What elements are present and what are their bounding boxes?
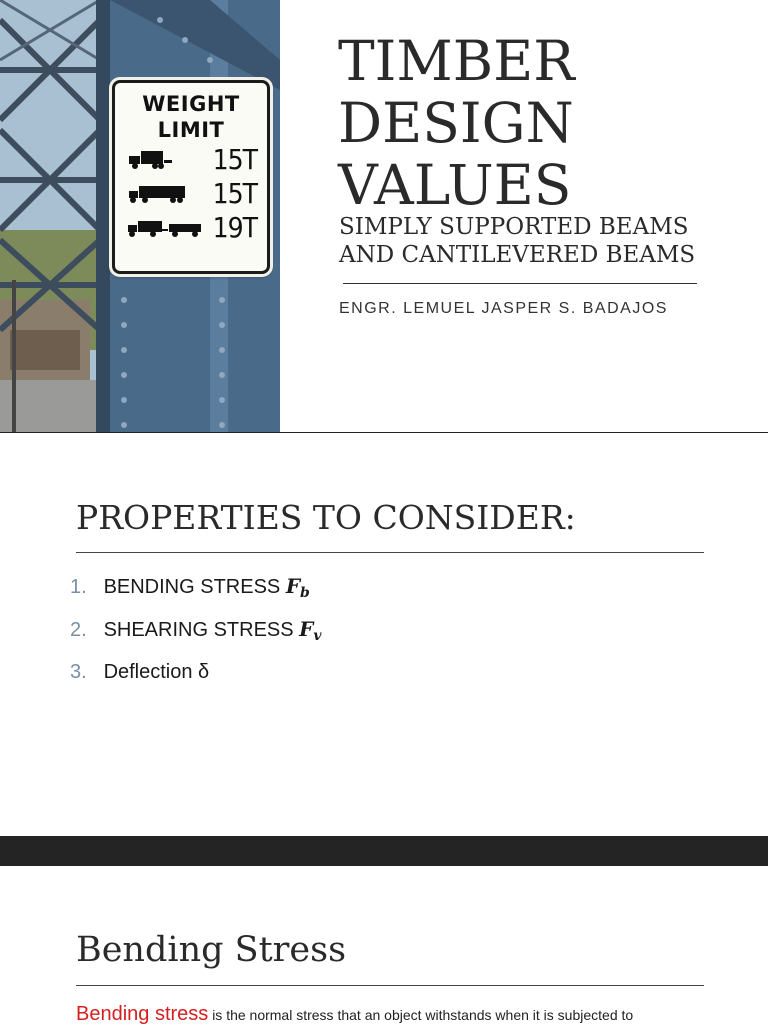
list-symbol: $F_v$ [299, 617, 322, 644]
list-text: SHEARING STRESS [103, 619, 294, 641]
bending-stress-heading: Bending Stress [76, 930, 347, 970]
semi-truck-icon [127, 183, 187, 205]
title-line-2: DESIGN [338, 91, 574, 155]
sign-row-tractor-trailer [115, 211, 267, 245]
slide-separator [0, 432, 768, 433]
sign-value-truck: 15T [212, 143, 257, 176]
bending-stress-definition [76, 1003, 766, 1026]
properties-divider [76, 552, 704, 553]
title-line-1: TIMBER [338, 29, 575, 93]
list-text: BENDING STRESS [103, 576, 281, 598]
list-number: 3. [70, 661, 87, 683]
weight-limit-sign [112, 80, 270, 274]
bending-stress-divider [76, 985, 704, 986]
sign-row-truck [115, 143, 267, 177]
sign-value-tractor-trailer: 19T [212, 211, 257, 244]
author-name: ENGR. LEMUEL JASPER S. BADAJOS [339, 300, 668, 317]
presentation-title [338, 30, 575, 216]
title-slide [0, 0, 768, 432]
presentation-subtitle [339, 213, 695, 269]
properties-heading: PROPERTIES TO CONSIDER: [76, 498, 576, 537]
subtitle-line-2: AND CANTILEVERED BEAMS [339, 242, 696, 268]
title-line-3: VALUES [338, 153, 572, 217]
definition-text: is the normal stress that an object withstands when it is subjected to [212, 1007, 634, 1023]
highlight-term: Bending stress [76, 1003, 209, 1025]
sign-row-semi-truck [115, 177, 267, 211]
weight-limit-sign-photo [0, 0, 280, 432]
list-item [70, 613, 322, 656]
title-divider [343, 283, 697, 284]
sign-line-weight: WEIGHT [142, 92, 240, 116]
list-symbol: $F_b$ [285, 574, 310, 601]
list-item [70, 570, 322, 613]
sign-value-semi-truck: 15T [212, 177, 257, 210]
tractor-trailer-icon [127, 217, 203, 239]
list-number: 2. [70, 619, 87, 641]
subtitle-line-1: SIMPLY SUPPORTED BEAMS [339, 214, 689, 240]
list-text: Deflection δ [103, 661, 210, 683]
list-number: 1. [70, 576, 87, 598]
truck-icon [127, 149, 173, 171]
slide-separator-band [0, 836, 768, 866]
sign-line-limit: LIMIT [157, 118, 225, 142]
properties-list [70, 570, 322, 699]
list-item [70, 656, 322, 699]
